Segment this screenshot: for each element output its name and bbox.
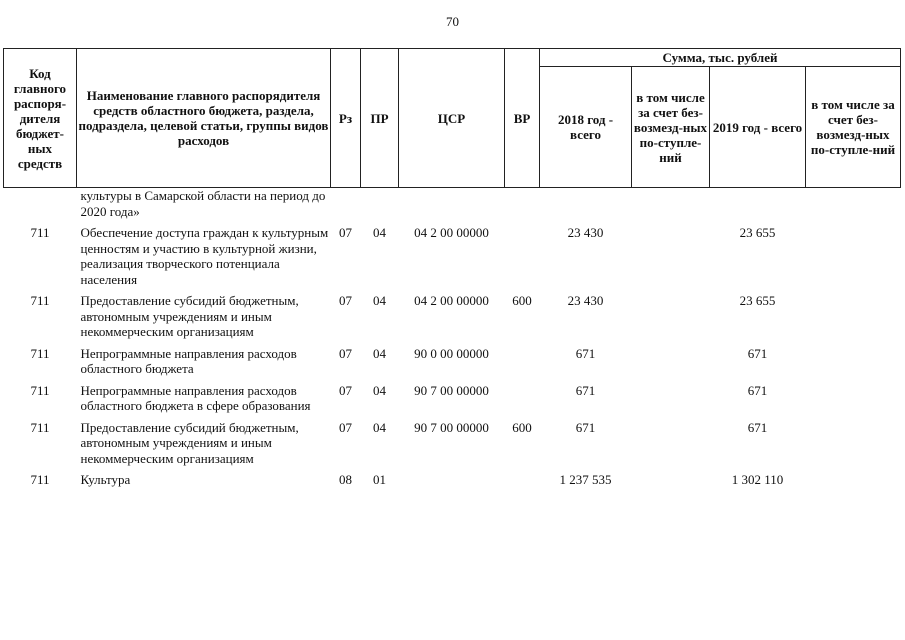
row-code: 711 [30,472,50,487]
row-rz: 08 [339,472,352,487]
row-2018-free [632,418,710,471]
header-2019-total: 2019 год - всего [710,67,806,188]
row-name: культуры в Самарской области на период до 2020 года» [80,188,326,219]
row-2018-free [632,223,710,291]
row-csr: 04 2 00 00000 [414,225,489,240]
row-2018-free [632,470,710,492]
row-name: Предоставление субсидий бюджетным, автономным учреждениям и иным некоммерческим организациям [80,419,299,466]
header-vr: ВР [505,49,540,188]
row-vr: 600 [512,293,532,308]
row-2018-total: 671 [575,345,596,361]
row-code: 711 [30,293,50,308]
row-2019-total: 671 [747,345,768,361]
row-code [4,188,77,224]
row-2019-total: 671 [747,419,768,435]
row-2019-free [806,418,901,471]
row-rz: 07 [339,419,352,435]
row-code: 711 [30,345,50,361]
row-rz: 07 [339,293,352,308]
row-name: Непрограммные направления расходов областного бюджета [80,345,297,376]
row-code: 711 [30,225,50,240]
header-2018-total: 2018 год - всего [540,67,632,188]
header-2018-free: в том числе за счет без-возмезд-ных по-ступле-ний [632,67,710,188]
row-pr: 01 [373,472,386,487]
row-2018-free [632,344,710,381]
header-sum: Сумма, тыс. рублей [540,49,901,67]
row-pr [361,188,399,224]
row-vr [505,344,540,381]
row-2018-total [540,188,632,224]
row-vr [505,381,540,418]
row-vr: 600 [512,419,532,435]
row-pr: 04 [373,382,386,398]
header-rz: Рз [331,49,361,188]
row-pr: 04 [373,419,386,435]
row-2018-total: 671 [575,419,596,435]
row-code: 711 [30,419,50,435]
row-2018-total: 23 430 [567,225,604,240]
row-2019-free [806,381,901,418]
budget-table [3,48,901,492]
row-2019-total: 671 [747,382,768,398]
row-2018-total: 671 [575,382,596,398]
row-code: 711 [30,382,50,398]
row-pr: 04 [373,225,386,240]
row-2019-free [806,188,901,224]
header-pr: ПР [361,49,399,188]
row-csr [399,188,505,224]
table-row [4,418,901,471]
page-number: 70 [446,14,459,29]
header-2019-free: в том числе за счет без-возмезд-ных по-ступле-ний [806,67,901,188]
row-vr [505,223,540,291]
header-csr: ЦСР [399,49,505,188]
row-rz: 07 [339,382,352,398]
header-code: Код главного распоря-дителя бюджет-ных средств [4,49,77,188]
row-2019-total [710,188,806,224]
row-2018-free [632,291,710,344]
row-2018-free [632,381,710,418]
row-csr: 04 2 00 00000 [414,293,489,308]
header-name: Наименование главного распорядителя средств областного бюджета, раздела, подраздела, целевой статьи, группы видов расходов [77,49,331,188]
row-2018-total: 1 237 535 [559,472,612,487]
table-row [4,344,901,381]
row-csr [399,470,505,492]
row-name: Обеспечение доступа граждан к культурным ценностям и участию в культурной жизни, реализация творческого потенциала населения [80,225,329,287]
table-row [4,291,901,344]
row-csr: 90 7 00 00000 [414,382,489,398]
row-rz: 07 [339,225,352,240]
row-2018-free [632,188,710,224]
row-name: Культура [80,472,131,487]
row-rz: 07 [339,345,352,361]
row-pr: 04 [373,293,386,308]
table-row [4,188,901,224]
row-name: Предоставление субсидий бюджетным, автономным учреждениям и иным некоммерческим организациям [80,293,299,339]
row-name: Непрограммные направления расходов областного бюджета в сфере образования [80,382,311,413]
table-row [4,381,901,418]
row-2019-total: 23 655 [739,293,776,308]
row-csr: 90 0 00 00000 [414,345,489,361]
row-2018-total: 23 430 [567,293,604,308]
row-2019-total: 23 655 [739,225,776,240]
row-2019-free [806,223,901,291]
row-pr: 04 [373,345,386,361]
row-2019-free [806,470,901,492]
table-row [4,223,901,291]
row-2019-free [806,291,901,344]
row-vr [505,188,540,224]
row-2019-free [806,344,901,381]
row-rz [331,188,361,224]
row-2019-total: 1 302 110 [731,472,784,487]
table-row [4,470,901,492]
row-vr [505,470,540,492]
row-csr: 90 7 00 00000 [414,419,489,435]
